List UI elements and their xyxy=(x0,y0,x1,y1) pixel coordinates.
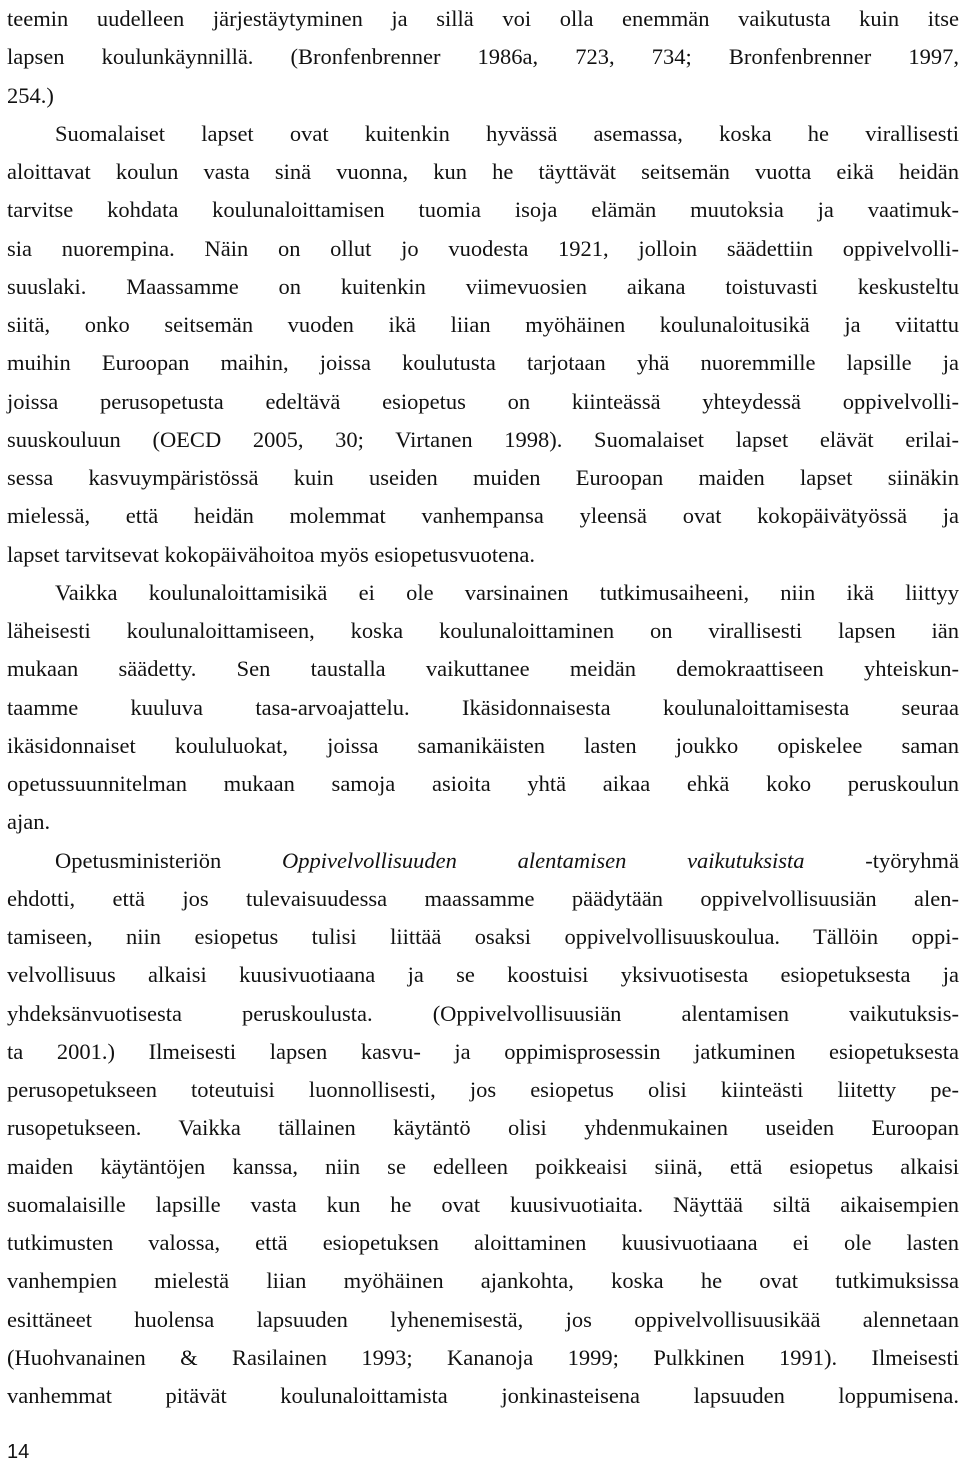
paragraph xyxy=(7,115,959,574)
text-segment: ta 2001.) Ilmeisesti lapsen kasvu- ja oppimisprosessin jatkuminen esiopetuksesta xyxy=(7,1038,959,1064)
text-segment: maiden käytäntöjen kanssa, niin se edelleen poikkeaisi siinä, että esiopetus alkaisi xyxy=(7,1153,959,1179)
text-line xyxy=(7,1377,959,1415)
text-line xyxy=(7,880,959,918)
text-segment: velvollisuus alkaisi kuusivuotiaana ja se koostuisi yksivuotisesta esiopetuksesta ja xyxy=(7,962,959,988)
text-segment: perusopetukseen toteutuisi luonnollisesti, jos esiopetus olisi kiinteästi liitetty pe- xyxy=(7,1077,959,1102)
text-segment: ajan. xyxy=(7,809,51,835)
text-line xyxy=(7,1339,959,1377)
text-segment: joissa perusopetusta edeltävä esiopetus on kiinteässä yhteydessä oppivelvolli- xyxy=(7,388,959,414)
text-line xyxy=(7,1148,959,1186)
text-segment: rusopetukseen. Vaikka tällainen käytäntö olisi yhdenmukainen useiden Euroopan xyxy=(7,1115,959,1141)
text-line xyxy=(7,115,959,153)
text-line xyxy=(7,650,959,688)
text-segment: sessa kasvuympäristössä kuin useiden muiden Euroopan maiden lapset siinäkin xyxy=(7,465,959,490)
page-number: 14 xyxy=(7,1441,30,1463)
text-segment: Vaikka koulunaloittamisikä ei ole varsinainen tutkimusaiheeni, niin ikä liittyy xyxy=(55,579,959,605)
text-line xyxy=(7,306,959,344)
italic-title: Oppivelvollisuuden alentamisen vaikutuksista xyxy=(281,847,805,873)
text-line xyxy=(7,574,959,612)
text-line xyxy=(7,1071,959,1109)
text-segment: esittäneet huolensa lapsuuden lyhenemisestä, jos oppivelvollisuusikää alennetaan xyxy=(7,1306,959,1332)
text-line xyxy=(7,727,959,765)
text-segment: vanhempien mielestä liian myöhäinen ajankohta, koska he ovat tutkimuksissa xyxy=(7,1268,959,1294)
text-line xyxy=(7,956,959,994)
text-segment: ehdotti, että jos tulevaisuudessa maassamme päädytään oppivelvollisuusiän alen- xyxy=(7,885,959,911)
text-line xyxy=(7,77,959,115)
text-line xyxy=(7,842,959,880)
text-segment: mukaan säädetty. Sen taustalla vaikuttanee meidän demokraattiseen yhteiskun- xyxy=(7,656,959,682)
text-line xyxy=(7,38,959,76)
paragraph xyxy=(7,0,959,115)
paragraph xyxy=(7,574,959,842)
text-line xyxy=(7,1301,959,1339)
text-segment: sia nuorempina. Näin on ollut jo vuodesta 1921, jolloin säädettiin oppivelvolli- xyxy=(7,235,959,261)
text-segment: Opetusministeriön xyxy=(55,847,282,873)
text-line xyxy=(7,1224,959,1262)
text-segment: lapsen koulunkäynnillä. (Bronfenbrenner 1986a, 723, 734; Bronfenbrenner 1997, xyxy=(7,44,959,70)
text-segment: opetussuunnitelman mukaan samoja asioita yhtä aikaa ehkä koko peruskoulun xyxy=(7,771,959,796)
text-segment: mielessä, että heidän molemmat vanhempansa yleensä ovat kokopäivätyössä ja xyxy=(7,503,959,529)
text-segment: vanhemmat pitävät koulunaloittamista jonkinasteisena lapsuuden loppumisena. xyxy=(7,1383,959,1408)
text-segment: siitä, onko seitsemän vuoden ikä liian myöhäinen koulunaloitusikä ja viitattu xyxy=(7,312,959,337)
paragraph xyxy=(7,842,959,1416)
text-line xyxy=(7,995,959,1033)
text-segment: lapset tarvitsevat kokopäivähoitoa myös esiopetusvuotena. xyxy=(7,541,536,567)
document-page xyxy=(7,0,959,1415)
text-line xyxy=(7,191,959,229)
text-line xyxy=(7,536,959,574)
text-line xyxy=(7,1186,959,1224)
text-line xyxy=(7,421,959,459)
text-line xyxy=(7,459,959,497)
text-segment: taamme kuuluva tasa-arvoajattelu. Ikäsidonnaisesta koulunaloittamisesta seuraa xyxy=(7,694,959,720)
text-segment: -työryhmä xyxy=(804,847,960,873)
text-segment: aloittavat koulun vasta sinä vuonna, kun he täyttävät seitsemän vuotta eikä heidän xyxy=(7,159,959,184)
text-segment: (Huohvanainen & Rasilainen 1993; Kananoja 1999; Pulkkinen 1991). Ilmeisesti xyxy=(7,1344,959,1370)
text-line xyxy=(7,268,959,306)
text-line xyxy=(7,344,959,382)
text-line xyxy=(7,153,959,191)
text-segment: ikäsidonnaiset koululuokat, joissa samanikäisten lasten joukko opiskelee saman xyxy=(7,732,959,758)
text-segment: muihin Euroopan maihin, joissa koulutusta tarjotaan yhä nuoremmille lapsille ja xyxy=(7,350,959,376)
text-line xyxy=(7,1033,959,1071)
text-segment: 254.) xyxy=(7,82,54,108)
text-segment: Suomalaiset lapset ovat kuitenkin hyvässä asemassa, koska he virallisesti xyxy=(55,120,959,146)
text-line xyxy=(7,497,959,535)
text-line xyxy=(7,230,959,268)
text-line xyxy=(7,803,959,841)
text-line xyxy=(7,612,959,650)
text-line xyxy=(7,383,959,421)
text-line xyxy=(7,765,959,803)
text-line xyxy=(7,918,959,956)
text-segment: tarvitse kohdata koulunaloittamisen tuomia isoja elämän muutoksia ja vaatimuk- xyxy=(7,197,959,223)
text-line xyxy=(7,689,959,727)
text-segment: suuslaki. Maassamme on kuitenkin viimevuosien aikana toistuvasti keskusteltu xyxy=(7,273,959,299)
text-segment: läheisesti koulunaloittamiseen, koska koulunaloittaminen on virallisesti lapsen iän xyxy=(7,618,959,643)
text-segment: yhdeksänvuotisesta peruskoulusta. (Oppivelvollisuusiän alentamisen vaikutuksis- xyxy=(7,1000,959,1026)
text-segment: teemin uudelleen järjestäytyminen ja sillä voi olla enemmän vaikutusta kuin itse xyxy=(7,6,959,31)
text-segment: suomalaisille lapsille vasta kun he ovat kuusivuotiaita. Näyttää siltä aikaisempien xyxy=(7,1191,959,1217)
text-line xyxy=(7,0,959,38)
text-segment: suuskouluun (OECD 2005, 30; Virtanen 1998). Suomalaiset lapset elävät erilai- xyxy=(7,426,959,452)
text-line xyxy=(7,1262,959,1300)
text-segment: tutkimusten valossa, että esiopetuksen aloittaminen kuusivuotiaana ei ole lasten xyxy=(7,1230,959,1255)
text-segment: tamiseen, niin esiopetus tulisi liittää osaksi oppivelvollisuuskoulua. Tällöin oppi- xyxy=(7,924,959,949)
text-line xyxy=(7,1109,959,1147)
